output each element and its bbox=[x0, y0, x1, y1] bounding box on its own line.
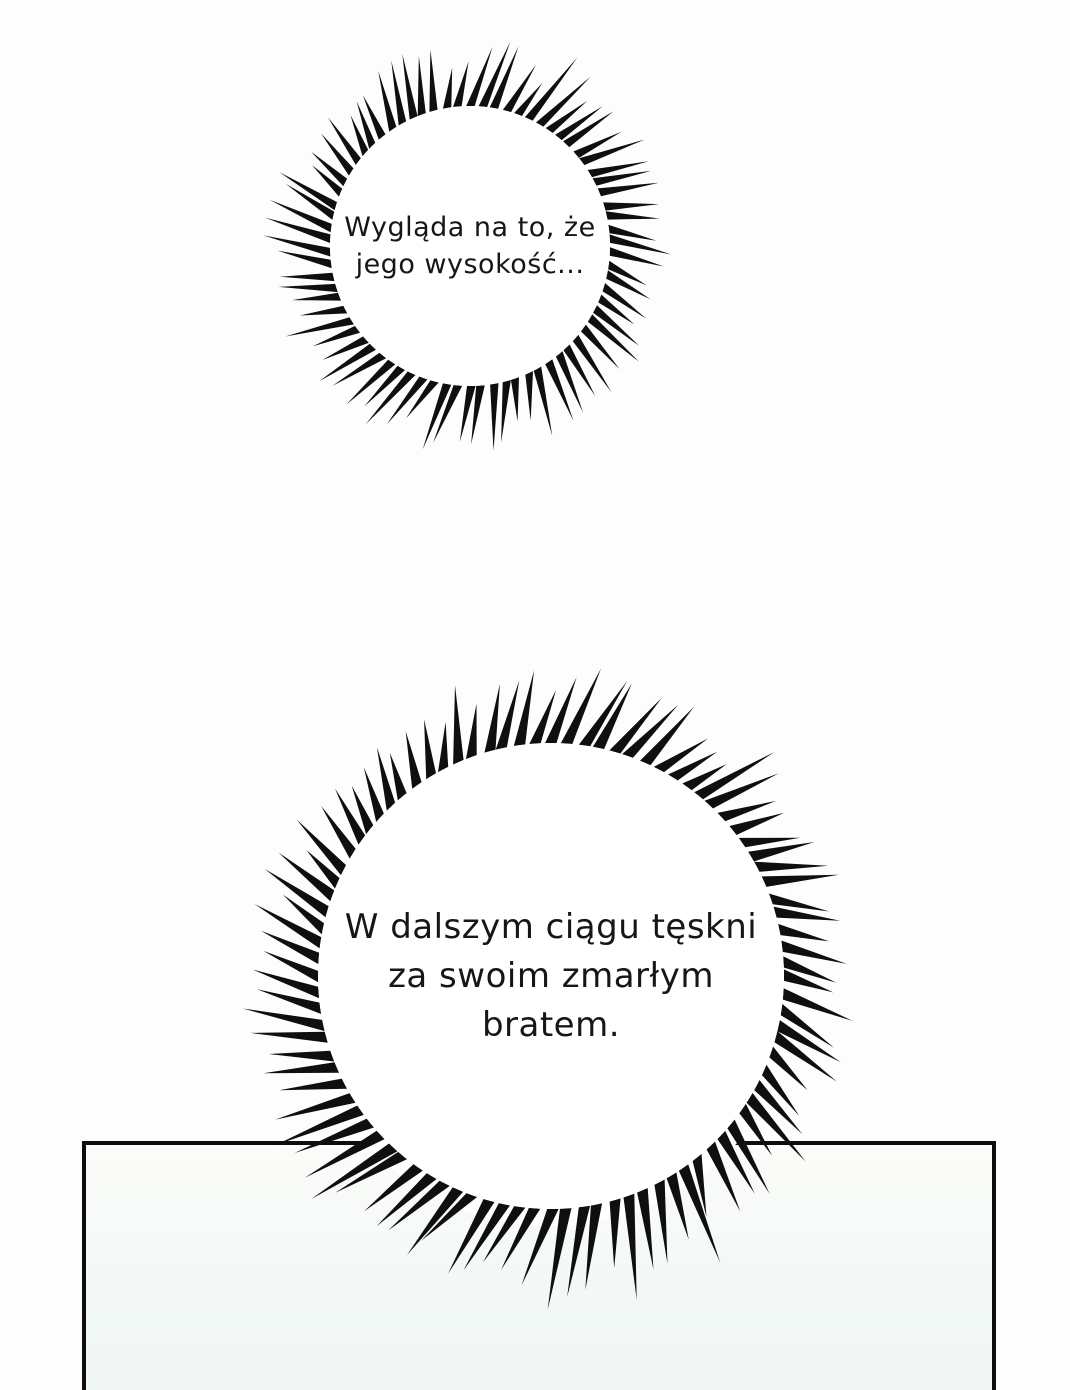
speech-line: za swoim zmarłym bbox=[388, 955, 714, 996]
speech-bubble-1-text bbox=[327, 103, 613, 389]
speech-line: Wygląda na to, że bbox=[344, 212, 596, 243]
speech-line: bratem. bbox=[481, 1004, 621, 1045]
speech-line: W dalszym ciągu tęskni bbox=[344, 906, 758, 947]
speech-bubble-2-text bbox=[315, 740, 787, 1212]
speech-line: jego wysokość... bbox=[355, 249, 585, 280]
